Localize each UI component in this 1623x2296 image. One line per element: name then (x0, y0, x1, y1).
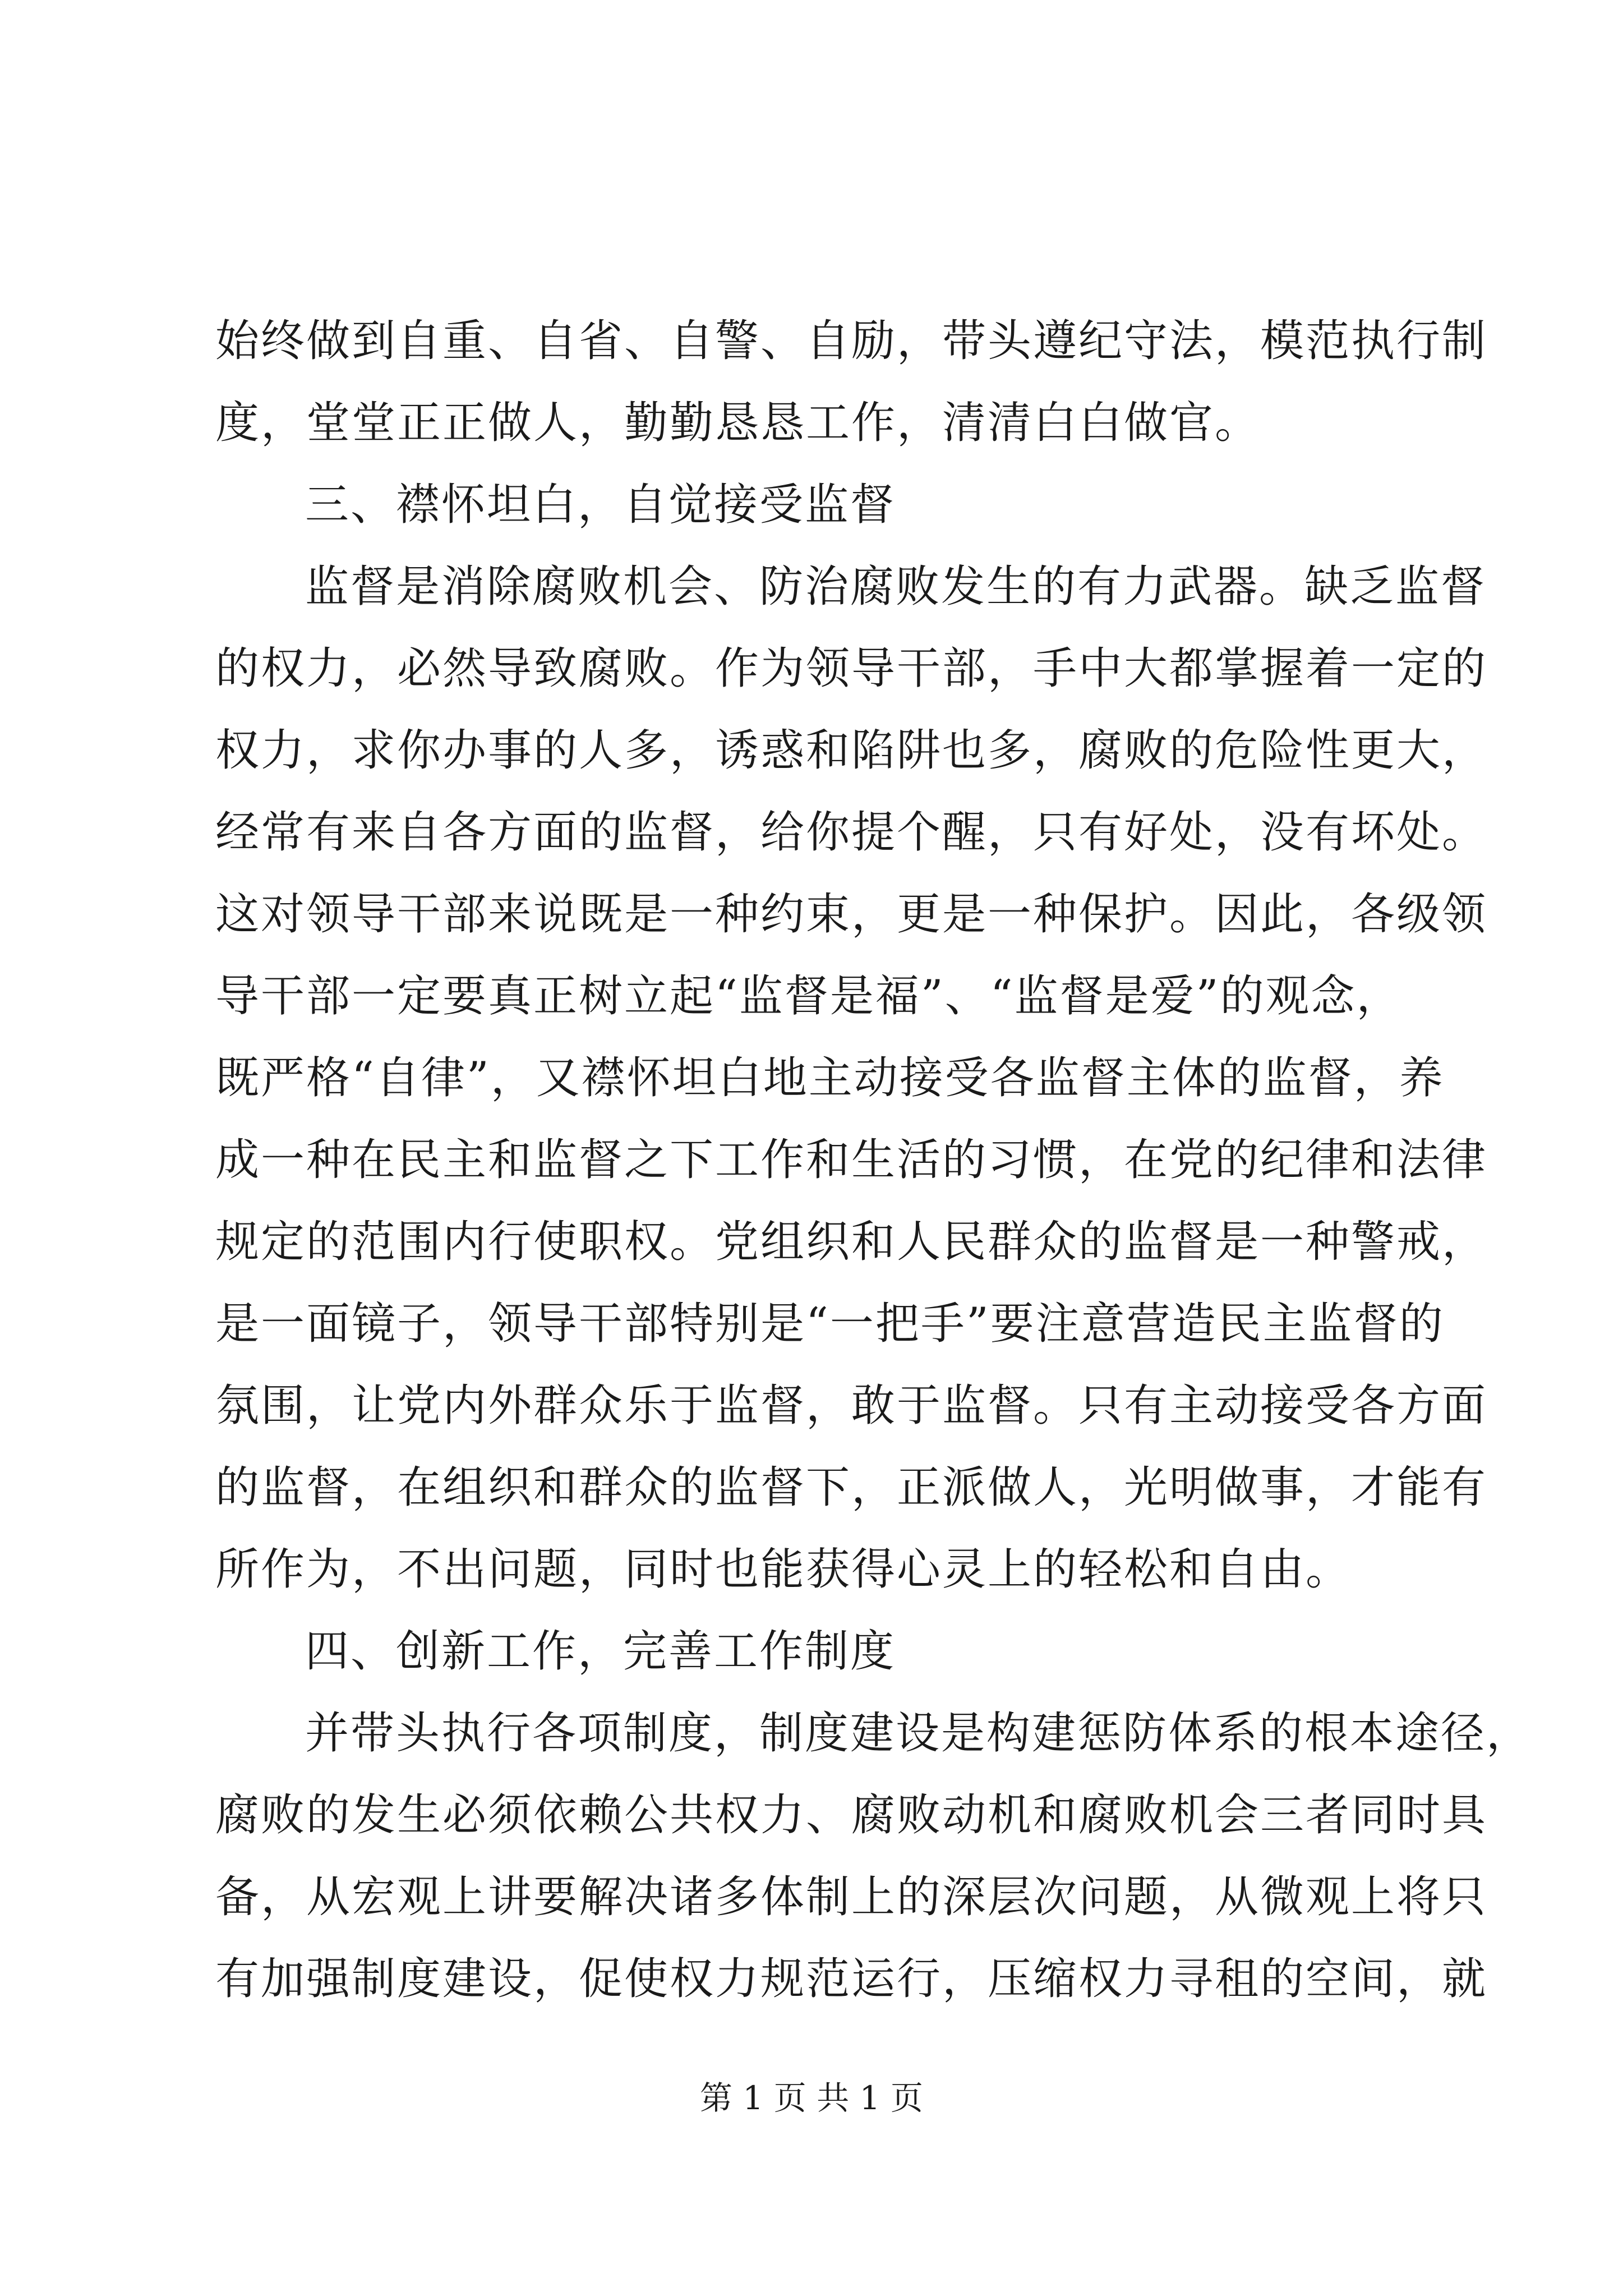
text-line: 三、襟怀坦白，自觉接受监督 (305, 480, 896, 530)
text-line: 的监督，在组织和群众的监督下，正派做人，光明做事，才能有 (215, 1462, 1488, 1513)
text-line: 氛围，让党内外群众乐于监督，敢于监督。只有主动接受各方面 (215, 1381, 1488, 1431)
text-line: 始终做到自重、自省、自警、自励，带头遵纪守法，模范执行制 (215, 316, 1488, 366)
text-line: 规定的范围内行使职权。党组织和人民群众的监督是一种警戒， (215, 1217, 1488, 1267)
text-line: 的权力，必然导致腐败。作为领导干部，手中大都掌握着一定的 (215, 643, 1488, 694)
text-line: 并带头执行各项制度，制度建设是构建惩防体系的根本途径， (305, 1708, 1532, 1759)
text-line: 成一种在民主和监督之下工作和生活的习惯，在党的纪律和法律 (215, 1135, 1488, 1185)
text-line: 监督是消除腐败机会、防治腐败发生的有力武器。缺乏监督 (305, 562, 1487, 612)
text-line: 这对领导干部来说既是一种约束，更是一种保护。因此，各级领 (215, 889, 1488, 940)
text-line: 备，从宏观上讲要解决诸多体制上的深层次问题，从微观上将只 (215, 1872, 1488, 1922)
document-body (215, 300, 1532, 2020)
page-footer: 第 1 页 共 1 页 (700, 2079, 923, 2117)
text-line: 经常有来自各方面的监督，给你提个醒，只有好处，没有坏处。 (215, 807, 1488, 858)
text-line: 导干部一定要真正树立起“监督是福”、“监督是爱”的观念， (215, 971, 1402, 1022)
text-line: 所作为，不出问题，同时也能获得心灵上的轻松和自由。 (215, 1544, 1352, 1595)
text-line: 四、创新工作，完善工作制度 (305, 1626, 896, 1677)
text-line: 权力，求你办事的人多，诱惑和陷阱也多，腐败的危险性更大， (215, 725, 1488, 776)
text-line: 度，堂堂正正做人，勤勤恳恳工作，清清白白做官。 (215, 398, 1261, 448)
text-line: 是一面镜子，领导干部特别是“一把手”要注意营造民主监督的 (215, 1299, 1445, 1349)
text-line: 有加强制度建设，促使权力规范运行，压缩权力寻租的空间，就 (215, 1954, 1488, 2004)
text-line: 腐败的发生必须依赖公共权力、腐败动机和腐败机会三者同时具 (215, 1790, 1488, 1841)
text-line: 既严格“自律”，又襟怀坦白地主动接受各监督主体的监督，养 (215, 1053, 1445, 1103)
